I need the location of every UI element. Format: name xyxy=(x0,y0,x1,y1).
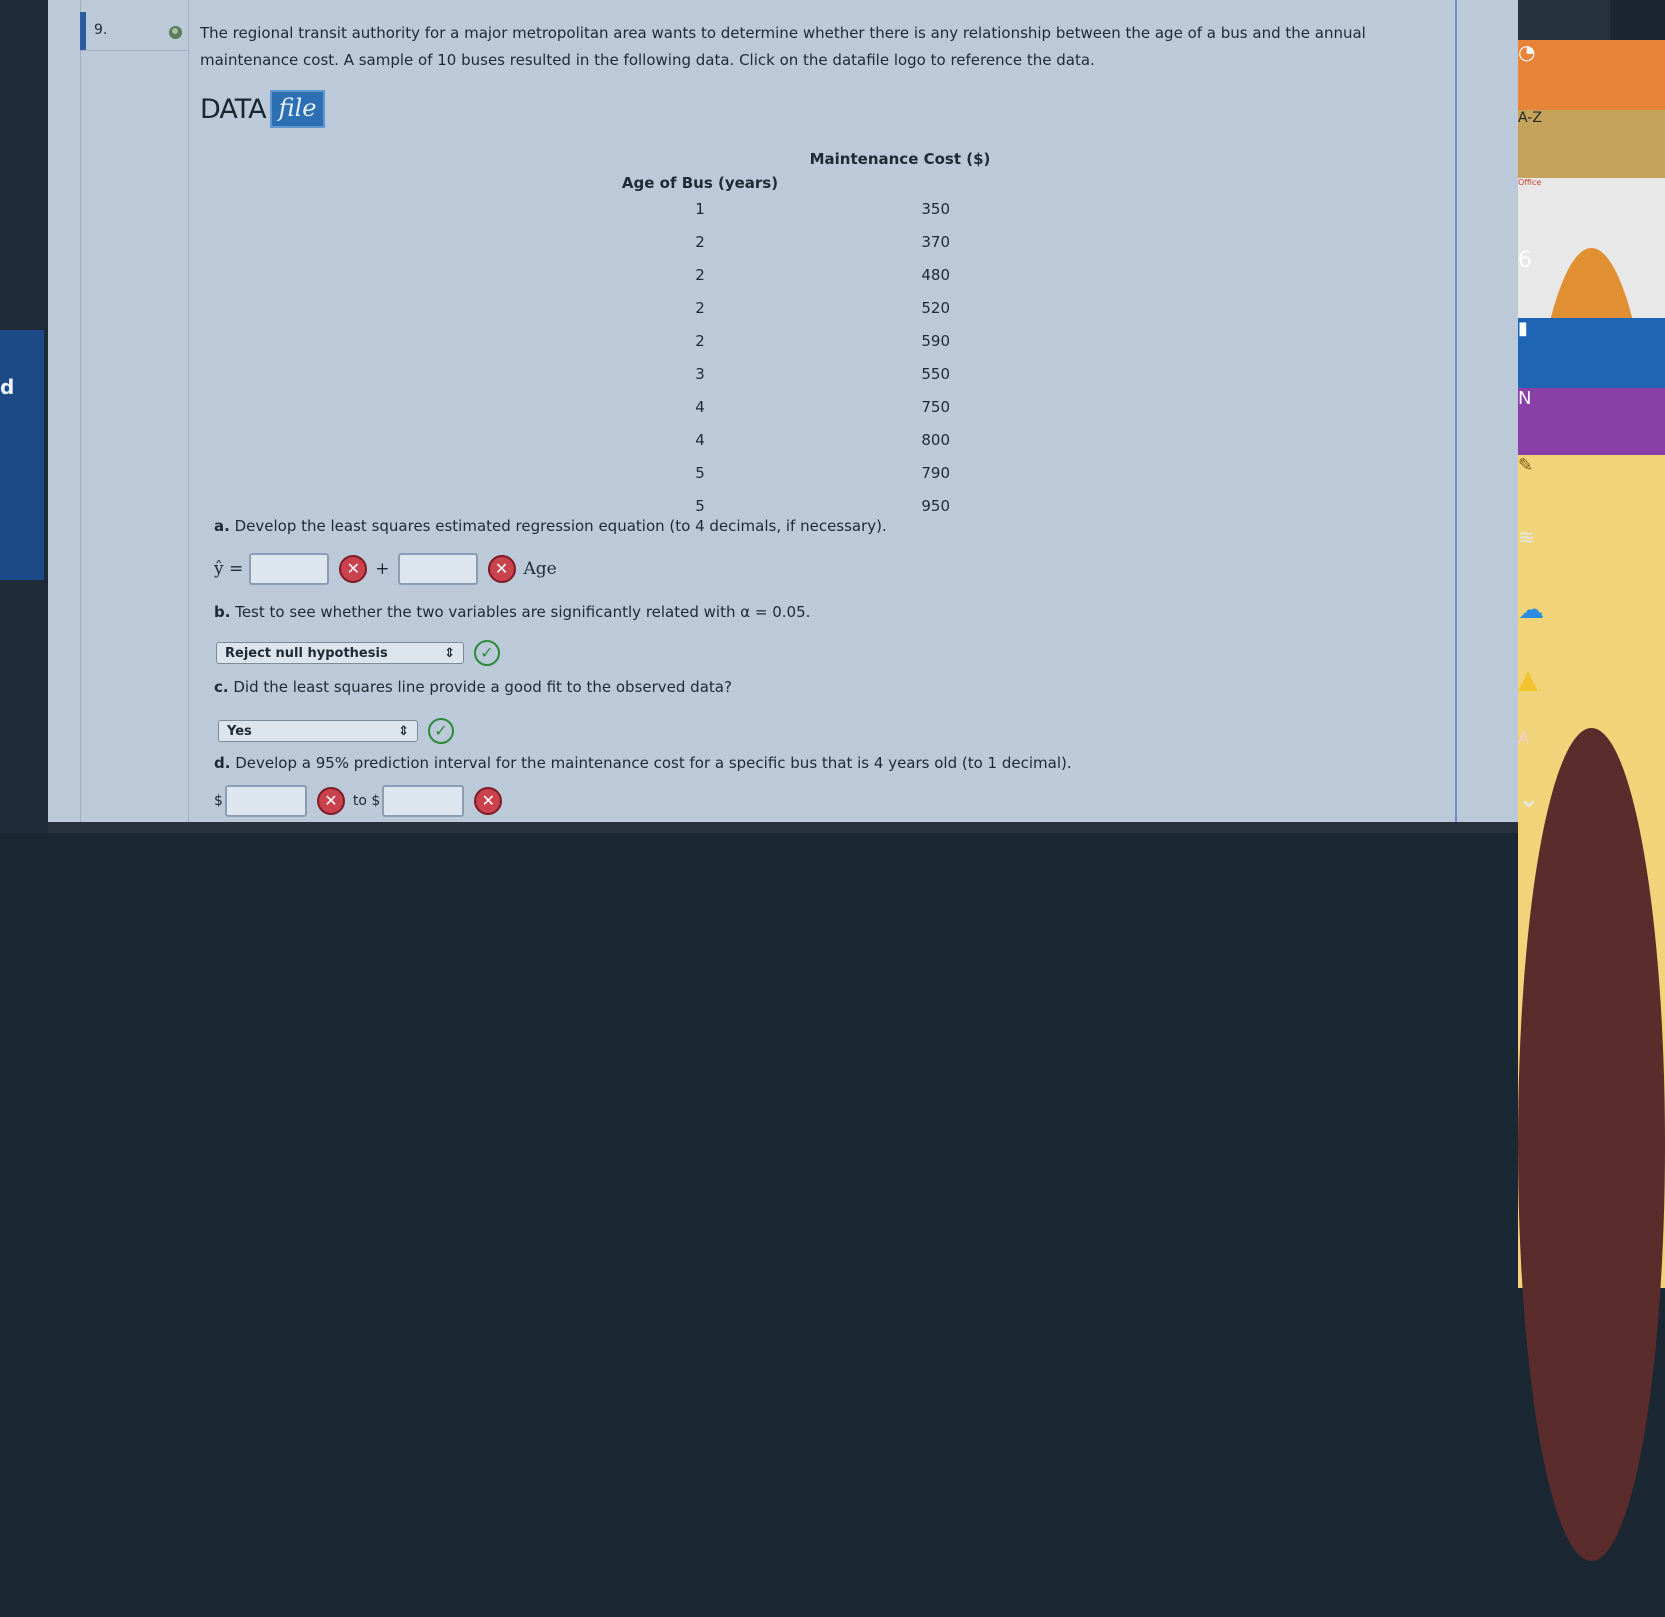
cost-cell: 950 xyxy=(921,496,950,515)
table-row xyxy=(600,390,1000,423)
correct-icon: ✓ xyxy=(474,640,500,666)
table-row xyxy=(600,192,1000,225)
age-cell: 2 xyxy=(695,331,705,350)
age-cell: 2 xyxy=(695,232,705,251)
part-a-prompt xyxy=(214,517,887,535)
prediction-interval xyxy=(214,785,510,817)
regression-equation xyxy=(214,553,557,585)
cost-cell: 750 xyxy=(921,397,950,416)
cost-header: Maintenance Cost ($) xyxy=(809,150,991,168)
data-table xyxy=(600,150,1000,522)
cost-cell: 590 xyxy=(921,331,950,350)
chevron-down-icon[interactable]: ⌄ xyxy=(1518,784,1540,814)
part-d-text: Develop a 95% prediction interval for the maintenance cost for a specific bus that is 4 years old (to 1 decimal). xyxy=(235,754,1072,772)
incorrect-icon: ✕ xyxy=(339,555,367,583)
table-row xyxy=(600,225,1000,258)
select-arrows-icon: ⇕ xyxy=(398,723,409,739)
incorrect-icon: ✕ xyxy=(488,555,516,583)
question-content xyxy=(200,20,1460,74)
age-cell: 5 xyxy=(695,463,705,482)
drive-icon[interactable]: ▲ xyxy=(1518,665,1538,695)
part-d-label: d. xyxy=(214,754,231,772)
datafile-file-label: file xyxy=(270,90,326,128)
question-number-column xyxy=(80,0,189,822)
age-cell: 5 xyxy=(695,496,705,515)
question-divider xyxy=(80,50,187,51)
intercept-input[interactable] xyxy=(249,553,329,585)
part-b-prompt xyxy=(214,603,810,621)
hypothesis-select-value: Reject null hypothesis xyxy=(225,645,388,661)
hypothesis-select[interactable] xyxy=(216,642,464,664)
age-cell: 2 xyxy=(695,298,705,317)
cloud-icon[interactable]: ☁ xyxy=(1518,595,1544,625)
cost-cell: 790 xyxy=(921,463,950,482)
age-cell: 2 xyxy=(695,265,705,284)
select-arrows-icon: ⇕ xyxy=(444,645,455,661)
question-status-icon xyxy=(169,26,182,39)
age-variable: Age xyxy=(523,559,557,579)
correct-icon: ✓ xyxy=(428,718,454,744)
part-a-label: a. xyxy=(214,517,230,535)
table-row xyxy=(600,357,1000,390)
interval-upper-input[interactable] xyxy=(382,785,464,817)
age-header: Age of Bus (years) xyxy=(621,174,779,192)
part-b-label: b. xyxy=(214,603,231,621)
plus-sign: + xyxy=(375,559,390,579)
to-label: to $ xyxy=(352,793,381,809)
notebook-icon[interactable]: ▮ xyxy=(1518,318,1665,1151)
hypothesis-select-row xyxy=(216,640,500,666)
age-cell: 3 xyxy=(695,364,705,383)
incorrect-icon: ✕ xyxy=(317,787,345,815)
content-right-border xyxy=(1455,0,1457,822)
onenote-label: N xyxy=(1518,388,1532,409)
cost-cell: 370 xyxy=(921,232,950,251)
interval-lower-input[interactable] xyxy=(225,785,307,817)
cost-cell: 480 xyxy=(921,265,950,284)
table-row xyxy=(600,291,1000,324)
fit-select-value: Yes xyxy=(227,723,252,739)
left-window-panel xyxy=(0,330,44,580)
age-cell: 4 xyxy=(695,397,705,416)
datafile-word: DATA xyxy=(200,93,266,125)
fit-select-row xyxy=(218,718,454,744)
question-marker xyxy=(80,12,86,50)
cost-cell: 550 xyxy=(921,364,950,383)
table-row xyxy=(600,324,1000,357)
cost-cell: 520 xyxy=(921,298,950,317)
dollar-sign: $ xyxy=(214,793,223,809)
yhat-symbol: ŷ = xyxy=(214,559,244,579)
rss-icon[interactable]: ◔ xyxy=(1518,40,1665,873)
incorrect-icon: ✕ xyxy=(474,787,502,815)
fit-select[interactable] xyxy=(218,720,418,742)
cost-cell: 800 xyxy=(921,430,950,449)
table-row xyxy=(600,258,1000,291)
left-window-text: d xyxy=(0,375,15,399)
notes-icon[interactable]: ✎ xyxy=(1518,455,1665,1288)
datafile-logo[interactable] xyxy=(200,90,325,128)
slope-input[interactable] xyxy=(398,553,478,585)
part-c-prompt xyxy=(214,678,732,696)
question-number: 9. xyxy=(94,22,108,38)
table-row xyxy=(600,423,1000,456)
age-cell: 4 xyxy=(695,430,705,449)
part-b-text: Test to see whether the two variables are significantly related with α = 0.05. xyxy=(235,603,811,621)
problem-text: The regional transit authority for a major metropolitan area wants to determine whether there is any relationship between the age of a bus and the annual maintenance cost. A sample of 10 buses resulted in the following data. Click on the datafile logo to reference the data. xyxy=(200,24,1366,69)
table-row xyxy=(600,456,1000,489)
bottom-edge xyxy=(48,822,1518,833)
part-c-text: Did the least squares line provide a good fit to the observed data? xyxy=(233,678,732,696)
part-c-label: c. xyxy=(214,678,229,696)
office-label: Office xyxy=(1518,178,1542,187)
wifi-signal-icon[interactable]: ≋ xyxy=(1518,525,1535,549)
age-cell: 1 xyxy=(695,199,705,218)
az-label: A-Z xyxy=(1518,110,1542,126)
part-a-text: Develop the least squares estimated regression equation (to 4 decimals, if necessary). xyxy=(234,517,887,535)
cost-cell: 350 xyxy=(921,199,950,218)
part-d-prompt xyxy=(214,754,1072,772)
